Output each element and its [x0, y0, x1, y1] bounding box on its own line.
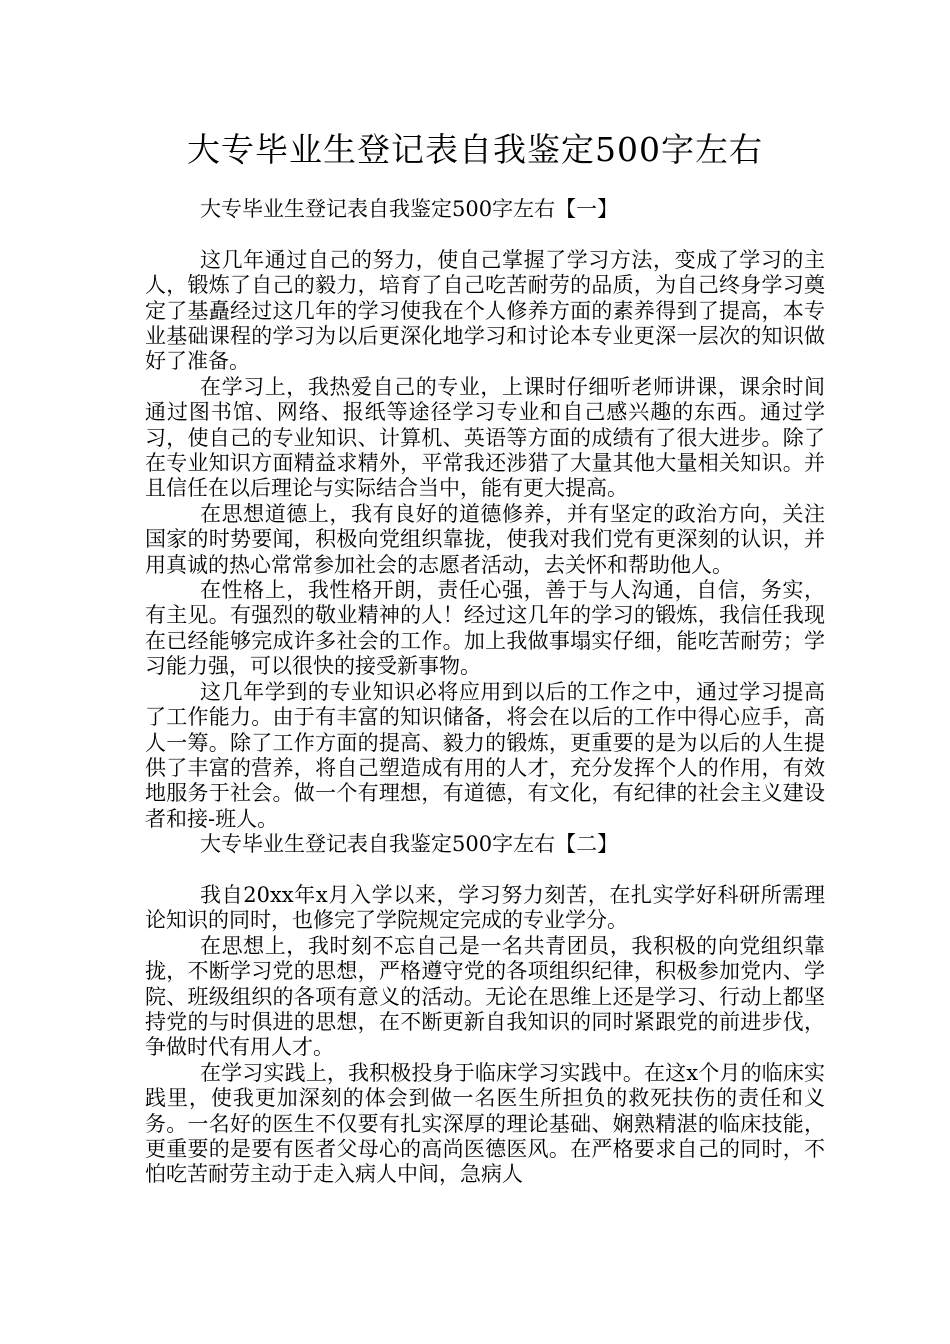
- paragraph: 在性格上，我性格开朗，责任心强，善于与人沟通，自信，务实，有主见。有强烈的敬业精神的人！经过这几年的学习的锻炼，我信任我现在已经能够完成许多社会的工作。加上我做事塌实仔细，能吃苦耐劳；学习能力强，可以很快的接受新事物。: [145, 578, 825, 679]
- paragraph: 这几年通过自己的努力，使自己掌握了学习方法，变成了学习的主人，锻炼了自己的毅力，培育了自己吃苦耐劳的品质，为自己终身学习奠定了基矗经过这几年的学习使我在个人修养方面的素养得到了提高，本专业基础课程的学习为以后更深化地学习和讨论本专业更深一层次的知识做好了准备。: [145, 247, 825, 374]
- blank-line: [145, 858, 825, 883]
- section-heading-2: 大专毕业生登记表自我鉴定500字左右【二】: [200, 832, 619, 857]
- paragraph: 在思想道德上，我有良好的道德修养，并有坚定的政治方向，关注国家的时势要闻，积极向党组织靠拢，使我对我们党有更深刻的认识，并用真诚的热心常常参加社会的志愿者活动，去关怀和帮助他人。: [145, 501, 825, 577]
- section-heading-1: 大专毕业生登记表自我鉴定500字左右【一】: [200, 197, 619, 221]
- document-body: [145, 197, 825, 1188]
- paragraph: 在学习上，我热爱自己的专业，上课时仔细听老师讲课，课余时间通过图书馆、网络、报纸等途径学习专业和自己感兴趣的东西。通过学习，使自己的专业知识、计算机、英语等方面的成绩有了很大进步。除了在专业知识方面精益求精外，平常我还涉猎了大量其他大量相关知识。并且信任在以后理论与实际结合当中，能有更大提高。: [145, 374, 825, 501]
- blank-line: [145, 222, 825, 247]
- paragraph: 在学习实践上，我积极投身于临床学习实践中。在这x个月的临床实践里，使我更加深刻的体会到做一名医生所担负的救死扶伤的责任和义务。一名好的医生不仅要有扎实深厚的理论基础、娴熟精湛的临床技能，更重要的是要有医者父母心的高尚医德医风。在严格要求自己的同时，不怕吃苦耐劳主动于走入病人中间，急病人: [145, 1060, 825, 1187]
- paragraph: 我自20xx年x月入学以来，学习努力刻苦，在扎实学好科研所需理论知识的同时，也修完了学院规定完成的专业学分。: [145, 882, 825, 933]
- document-title: 大专毕业生登记表自我鉴定500字左右: [187, 130, 763, 169]
- paragraph: 这几年学到的专业知识必将应用到以后的工作之中，通过学习提高了工作能力。由于有丰富的知识储备，将会在以后的工作中得心应手，高人一筹。除了工作方面的提高、毅力的锻炼，更重要的是为以后的人生提供了丰富的营养，将自己塑造成有用的人才，充分发挥个人的作用，有效地服务于社会。做一个有理想，有道德，有文化，有纪律的社会主义建设者和接-班人。: [145, 679, 825, 831]
- paragraph: 在思想上，我时刻不忘自己是一名共青团员，我积极的向党组织靠拢，不断学习党的思想，严格遵守党的各项组织纪律，积极参加党内、学院、班级组织的各项有意义的活动。无论在思维上还是学习、行动上都坚持党的与时俱进的思想，在不断更新自我知识的同时紧跟党的前进步伐，争做时代有用人才。: [145, 933, 825, 1060]
